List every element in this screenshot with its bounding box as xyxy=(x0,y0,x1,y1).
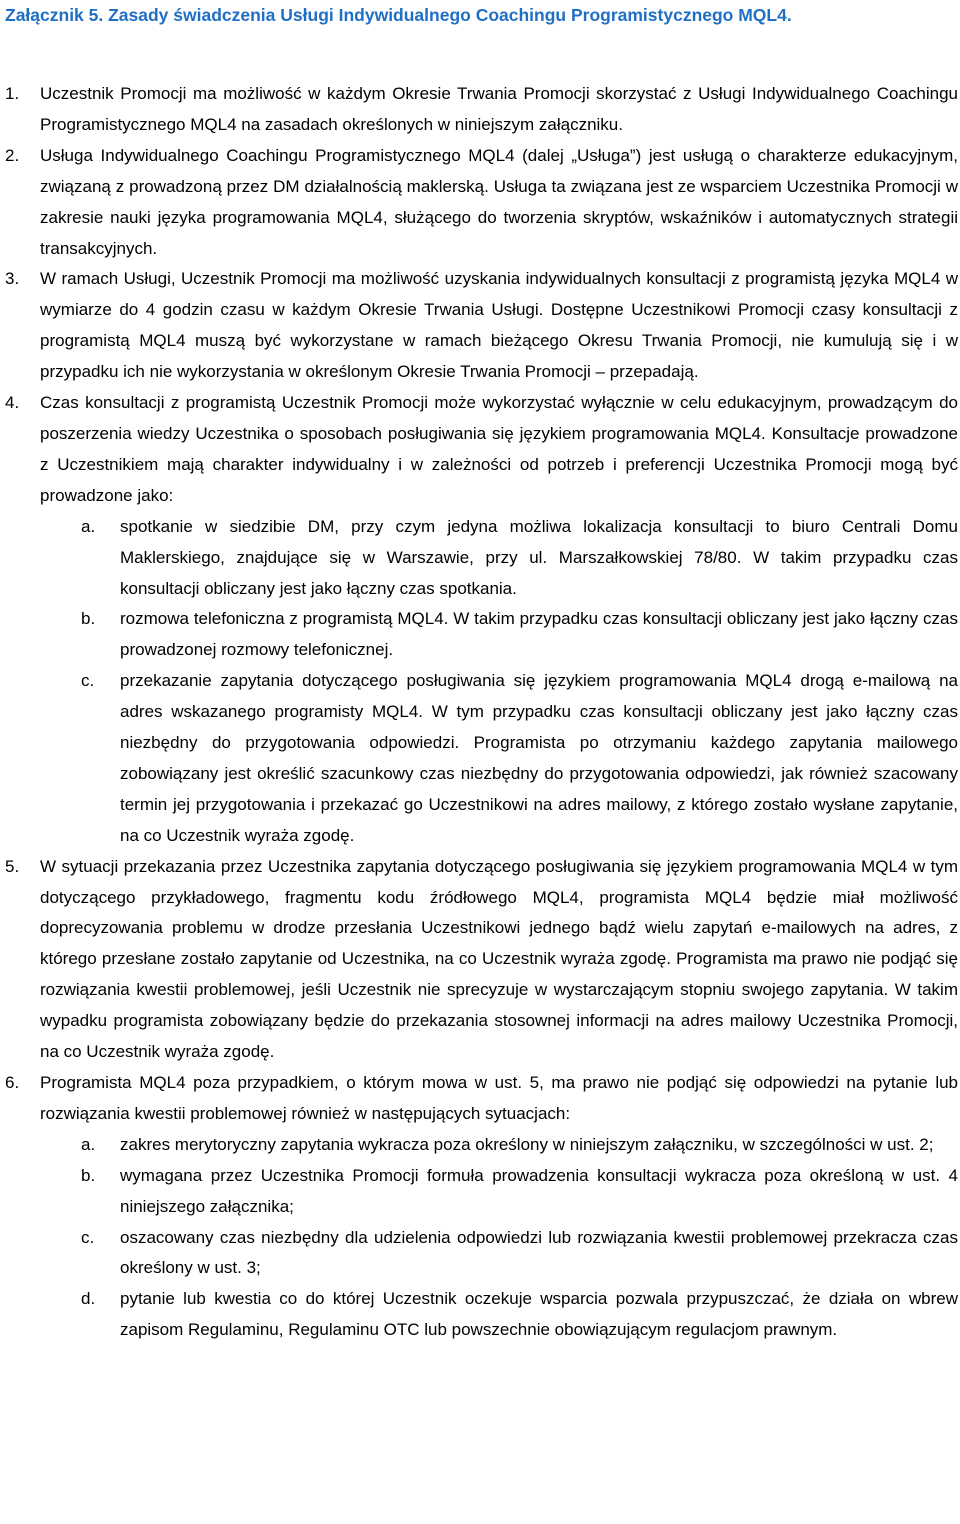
list-item-4 xyxy=(0,388,958,512)
sub-item-6d xyxy=(0,1284,958,1346)
list-item-2 xyxy=(0,141,958,265)
sub-item-letter: c. xyxy=(81,671,95,691)
numbered-list xyxy=(0,79,958,1346)
list-item-number: 5. xyxy=(5,856,20,876)
list-item-text: W ramach Usługi, Uczestnik Promocji ma możliwość uzyskania indywidualnych konsultacji z programistą języka MQL4 w wymiarze do 4 godzin czasu w każdym Okresie Trwania Usługi. Dostępne Uczestnikowi Promocji czasy konsultacji z programistą MQL4 muszą być wykorzystane w ramach bieżącego Okresu Trwania Promocji, nie kumulują się i w przypadku ich nie wykorzystania w określonym Okresie Trwania Promocji – przepadają. xyxy=(40,269,958,382)
sub-item-text: oszacowany czas niezbędny dla udzielenia odpowiedzi lub rozwiązania kwestii problemowej przekracza czas określony w ust. 3; xyxy=(120,1227,958,1278)
sub-item-text: przekazanie zapytania dotyczącego posługiwania się językiem programowania MQL4 drogą e-mailową na adres wskazanego programisty MQL4. W tym przypadku czas konsultacji obliczany jest jako łączny czas niezbędny do przygotowania odpowiedzi. Programista po otrzymaniu każdego zapytania mailowego zobowiązany jest określić szacunkowy czas niezbędny do przygotowania odpowiedzi, jak również szacowany termin jej przygotowania i przekazać go Uczestnikowi na adres mailowy, z którego zostało wysłane zapytanie, na co Uczestnik wyraża zgodę. xyxy=(120,671,958,845)
document-title: Załącznik 5. Zasady świadczenia Usługi Indywidualnego Coachingu Programistycznego MQL4. xyxy=(5,5,792,25)
list-item-number: 2. xyxy=(5,145,20,165)
sub-item-4c xyxy=(0,666,958,851)
list-item-text: Uczestnik Promocji ma możliwość w każdym Okresie Trwania Promocji skorzystać z Usługi Indywidualnego Coachingu Programistycznego MQL4 na zasadach określonych w niniejszym załączniku. xyxy=(40,84,958,134)
sub-item-text: wymagana przez Uczestnika Promocji formuła prowadzenia konsultacji wykracza poza określoną w ust. 4 niniejszego załącznika; xyxy=(120,1165,958,1216)
list-item-3 xyxy=(0,264,958,388)
sub-item-text: spotkanie w siedzibie DM, przy czym jedyna możliwa lokalizacja konsultacji to biuro Centrali Domu Maklerskiego, znajdujące się w Warszawie, przy ul. Marszałkowskiej 78/80. W takim przypadku czas konsultacji obliczany jest jako łączny czas spotkania. xyxy=(120,516,958,598)
list-item-text: Usługa Indywidualnego Coachingu Programistycznego MQL4 (dalej „Usługa”) jest usługą o charakterze edukacyjnym, związaną z prowadzoną przez DM działalnością maklerską. Usługa ta związana jest ze wsparciem Uczestnika Promocji w zakresie nauki języka programowania MQL4, służącego do tworzenia skryptów, wskaźników i automatycznych strategii transakcyjnych. xyxy=(40,145,958,258)
sub-item-6a xyxy=(0,1130,958,1161)
sub-item-letter: a. xyxy=(81,1134,96,1154)
sub-item-letter: d. xyxy=(81,1289,96,1309)
sub-item-6b xyxy=(0,1161,958,1223)
sub-item-4a xyxy=(0,512,958,605)
sub-item-letter: c. xyxy=(81,1227,95,1247)
list-item-number: 6. xyxy=(5,1073,20,1092)
list-item-6 xyxy=(0,1068,958,1130)
list-item-number: 1. xyxy=(5,84,20,103)
list-item-5 xyxy=(0,852,958,1068)
sub-item-text: pytanie lub kwestia co do której Uczestnik oczekuje wsparcia pozwala przypuszczać, że działa on wbrew zapisom Regulaminu, Regulaminu OTC lub powszechnie obowiązującym regulacjom prawnym. xyxy=(120,1289,958,1340)
sub-item-letter: b. xyxy=(81,609,96,629)
sub-item-text: rozmowa telefoniczna z programistą MQL4. W takim przypadku czas konsultacji obliczany jest jako łączny czas prowadzonej rozmowy telefonicznej. xyxy=(120,609,958,660)
list-item-1 xyxy=(0,79,958,141)
list-item-number: 4. xyxy=(5,393,20,413)
list-item-text: Czas konsultacji z programistą Uczestnik Promocji może wykorzystać wyłącznie w celu edukacyjnym, prowadzącym do poszerzenia wiedzy Uczestnika o sposobach posługiwania się językiem programowania MQL4. Konsultacje prowadzone z Uczestnikiem mają charakter indywidualny i w zależności od potrzeb i preferencji Uczestnika Promocji mogą być prowadzone jako: xyxy=(40,393,958,505)
sub-item-6c xyxy=(0,1223,958,1285)
list-item-number: 3. xyxy=(5,269,20,289)
sub-item-4b xyxy=(0,604,958,666)
list-item-text: Programista MQL4 poza przypadkiem, o którym mowa w ust. 5, ma prawo nie podjąć się odpowiedzi na pytanie lub rozwiązania kwestii problemowej również w następujących sytuacjach: xyxy=(40,1073,958,1123)
sub-item-text: zakres merytoryczny zapytania wykracza poza określony w niniejszym załączniku, w szczególności w ust. 2; xyxy=(120,1134,934,1154)
sub-item-letter: b. xyxy=(81,1165,96,1185)
sub-item-letter: a. xyxy=(81,516,96,536)
list-item-text: W sytuacji przekazania przez Uczestnika zapytania dotyczącego posługiwania się językiem programowania MQL4 w tym dotyczącego przykładowego, fragmentu kodu źródłowego MQL4, programista MQL4 będzie miał możliwość doprecyzowania problemu w drodze przesłania Uczestnikowi jednego bądź wielu zapytań e-mailowych na adres, z którego przesłane zostało zapytanie od Uczestnika, na co Uczestnik wyraża zgodę. Programista ma prawo nie podjąć się rozwiązania kwestii problemowej, jeśli Uczestnik nie sprecyzuje w wystarczającym stopniu swojego zapytania. W takim wypadku programista zobowiązany będzie do przekazania stosownej informacji na adres mailowy Uczestnika Promocji, na co Uczestnik wyraża zgodę. xyxy=(40,856,958,1062)
